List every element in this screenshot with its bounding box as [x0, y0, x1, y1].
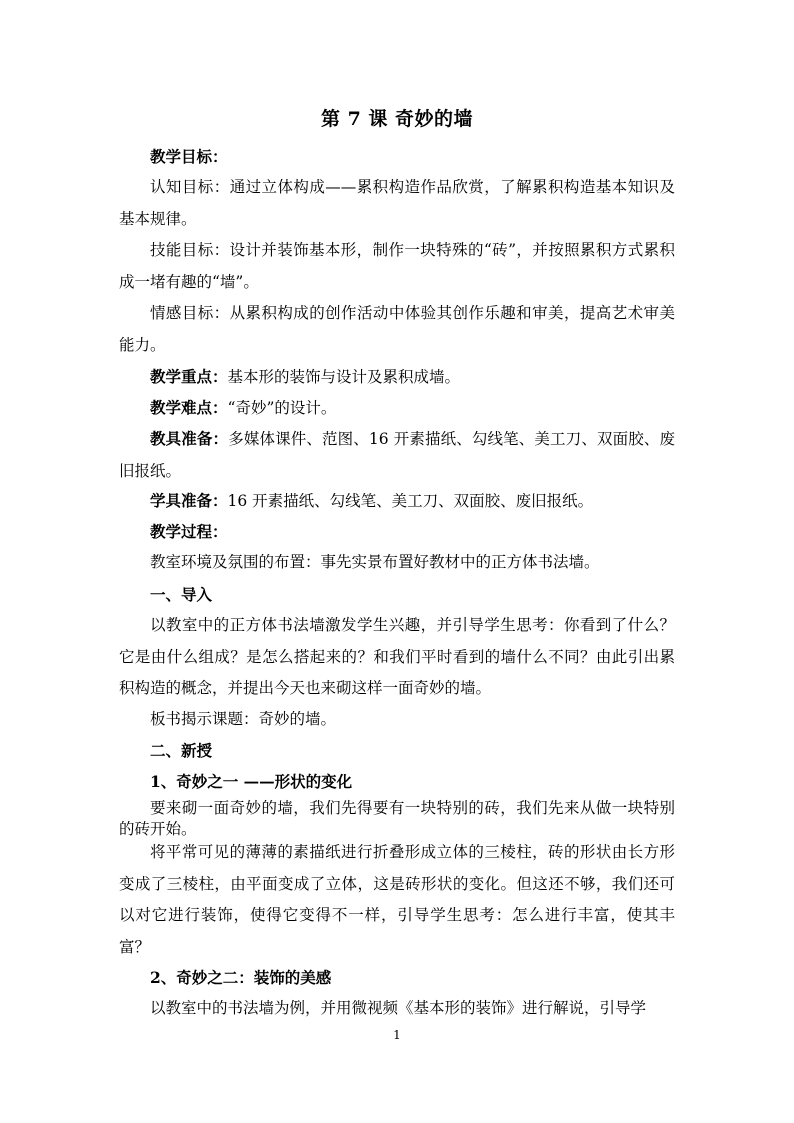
emotion-text: 从累积构成的创作活动中体验其创作乐趣和审美，提高艺术审美能力。: [119, 304, 675, 354]
emotion-label: 情感目标：: [150, 304, 230, 322]
page-number: 1: [393, 1028, 401, 1042]
wonder1-heading: 1、奇妙之一 ——形状的变化: [150, 772, 353, 791]
board-paragraph: 板书揭示课题：奇妙的墙。: [150, 710, 337, 728]
new-lesson-heading: 二、新授: [150, 741, 213, 760]
teacher-tools-text: 多媒体课件、范图、16 开素描纸、勾线笔、美工刀、双面胶、废旧报纸。: [119, 430, 675, 480]
wonder1-paragraph-2: 将平常可见的薄薄的素描纸进行折叠形成立体的三棱柱，砖的形状由长方形变成了三棱柱，由平面变成了立体，这是砖形状的变化。但这还不够，我们还可以对它进行装饰，使得它变得不一样，引导学生思考：怎么进行丰富，使其丰富？: [119, 843, 675, 956]
page-title: 第 7 课 奇妙的墙: [320, 108, 474, 130]
key-point-label: 教学重点：: [150, 367, 228, 386]
cognitive-text: 通过立体构成——累积构造作品欣赏，了解累积构造基本知识及基本规律。: [119, 178, 675, 228]
teacher-tools-label: 教具准备：: [150, 429, 229, 448]
objectives-heading-text: 教学目标：: [150, 147, 228, 166]
student-tools: [119, 485, 675, 518]
cognitive-objective: [119, 172, 675, 235]
skill-text: 设计并装饰基本形，制作一块特殊的“砖”，并按照累积方式累积成一堵有趣的“墙”。: [119, 241, 675, 291]
student-tools-text: 16 开素描纸、勾线笔、美工刀、双面胶、废旧报纸。: [227, 492, 594, 510]
teacher-tools: [119, 423, 675, 487]
difficulty-text: “奇妙”的设计。: [227, 399, 337, 417]
key-point: [119, 361, 675, 394]
emotion-objective: [119, 298, 675, 361]
process-heading: [119, 516, 675, 549]
objectives-heading: [119, 141, 675, 174]
key-point-text: 基本形的装饰与设计及累积成墙。: [227, 368, 461, 386]
wonder2-paragraph: 以教室中的书法墙为例，并用微视频《基本形的装饰》进行解说，引导学: [150, 999, 647, 1017]
intro-paragraph: 以教室中的正方体书法墙激发学生兴趣，并引导学生思考：你看到了什么？它是由什么组成？是怎么搭起来的？和我们平时看到的墙什么不同？由此引出累积构造的概念，并提出今天也来砌这样一面奇妙的墙。: [119, 616, 675, 697]
difficulty: [119, 392, 675, 425]
cognitive-label: 认知目标：: [150, 178, 230, 196]
wonder1-paragraph: 要来砌一面奇妙的墙，我们先得要有一块特别的砖，我们先来从做一块特别的砖开始。: [119, 799, 675, 838]
difficulty-label: 教学难点：: [150, 398, 228, 417]
intro-heading: 一、导入: [150, 585, 213, 604]
skill-objective: [119, 235, 675, 298]
environment-paragraph: 教室环境及氛围的布置：事先实景布置好教材中的正方体书法墙。: [150, 553, 600, 571]
process-heading-text: 教学过程：: [150, 522, 228, 541]
wonder2-heading: 2、奇妙之二：装饰的美感: [150, 968, 332, 987]
skill-label: 技能目标：: [150, 241, 230, 259]
student-tools-label: 学具准备：: [150, 491, 228, 510]
